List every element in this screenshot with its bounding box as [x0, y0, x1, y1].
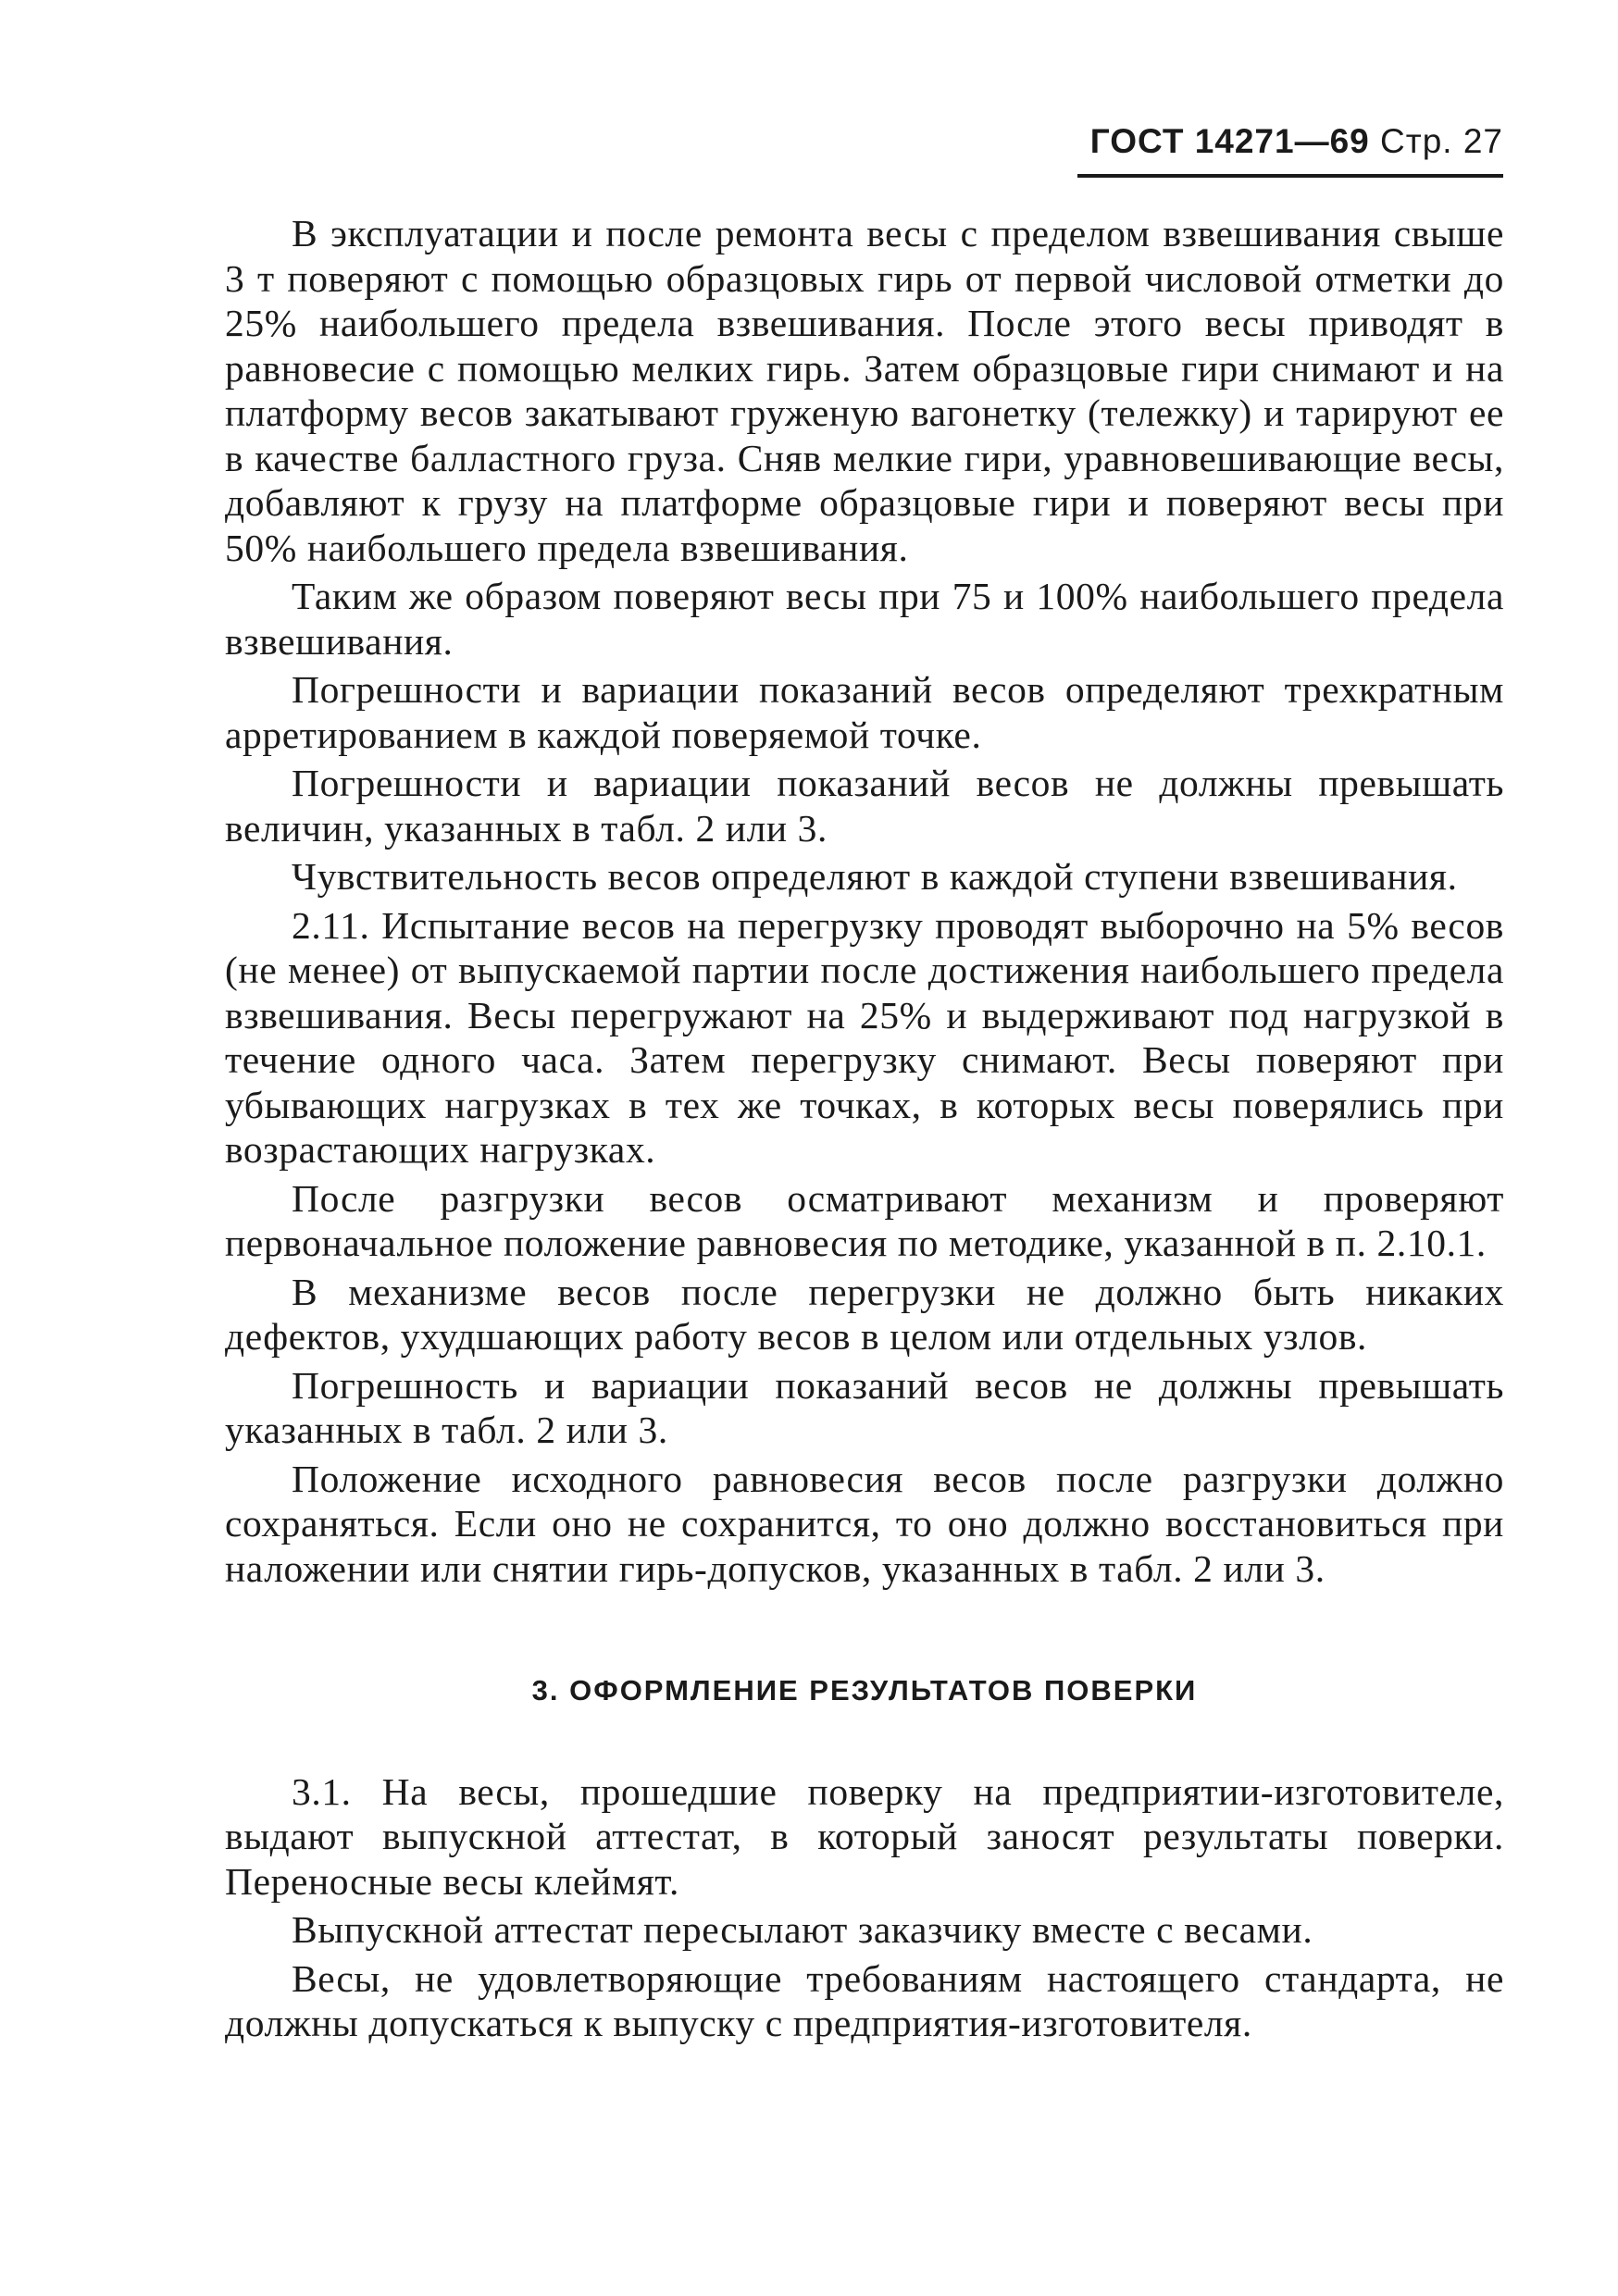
standard-number: ГОСТ 14271—69: [1089, 122, 1370, 160]
paragraph-2-11: 2.11. Испытание весов на перегрузку проводят выборочно на 5% весов (не менее) от выпускаемой партии после достижения наибольшего предела взвешивания. Весы перегружают на 25% и выдерживают под нагрузкой в течение одного часа. Затем перегрузку снимают. Весы поверяют при убывающих нагрузках в тех же точках, в которых весы поверялись при возрастающих нагрузках.: [225, 903, 1504, 1171]
page-header: [1077, 122, 1503, 178]
section-3-heading: 3. ОФОРМЛЕНИЕ РЕЗУЛЬТАТОВ ПОВЕРКИ: [531, 1674, 1198, 1706]
page-number: Стр. 27: [1380, 122, 1503, 160]
paragraph: Погрешности и вариации показаний весов определяют трехкратным арретированием в каждой поверяемой точке.: [225, 668, 1504, 756]
paragraph: Чувствительность весов определяют в каждой ступени взвешивания.: [292, 855, 1458, 898]
paragraph: Погрешность и вариации показаний весов не должны превышать указанных в табл. 2 или 3.: [225, 1363, 1504, 1451]
paragraph: Выпускной аттестат пересылают заказчику вместе с весами.: [292, 1908, 1313, 1951]
paragraph: Весы, не удовлетворяющие требованиям настоящего стандарта, не должны допускаться к выпуску с предприятия-изготовителя.: [225, 1956, 1504, 2044]
paragraph: Положение исходного равновесия весов после разгрузки должно сохраняться. Если оно не сохранится, то оно должно восстановиться при наложении или снятии гирь-допусков, указанных в табл. 2 или 3.: [225, 1457, 1504, 1590]
paragraph: Погрешности и вариации показаний весов не должны превышать величин, указанных в табл. 2 или 3.: [225, 762, 1504, 850]
body-text: [225, 211, 1504, 2046]
paragraph-3-1: 3.1. На весы, прошедшие поверку на предприятии-изготовителе, выдают выпускной аттестат, в который заносят результаты поверки. Переносные весы клеймят.: [225, 1769, 1504, 1903]
paragraph: В эксплуатации и после ремонта весы с пределом взвешивания свыше 3 т поверяют с помощью образцовых гирь от первой числовой отметки до 25% наибольшего предела взвешивания. После этого весы приводят в равновесие с помощью мелких гирь. Затем образцовые гири снимают и на платформу весов закатывают груженую вагонетку (тележку) и тарируют ее в качестве балластного груза. Сняв мелкие гири, уравновешивающие весы, добавляют к грузу на платформе образцовые гири и поверяют весы при 50% наибольшего предела взвешивания.: [225, 212, 1504, 569]
paragraph: После разгрузки весов осматривают механизм и проверяют первоначальное положение равновесия по методике, указанной в п. 2.10.1.: [225, 1176, 1504, 1264]
paragraph: Таким же образом поверяют весы при 75 и 100% наибольшего предела взвешивания.: [225, 575, 1504, 663]
paragraph: В механизме весов после перегрузки не должно быть никаких дефектов, ухудшающих работу весов в целом или отдельных узлов.: [225, 1270, 1504, 1358]
